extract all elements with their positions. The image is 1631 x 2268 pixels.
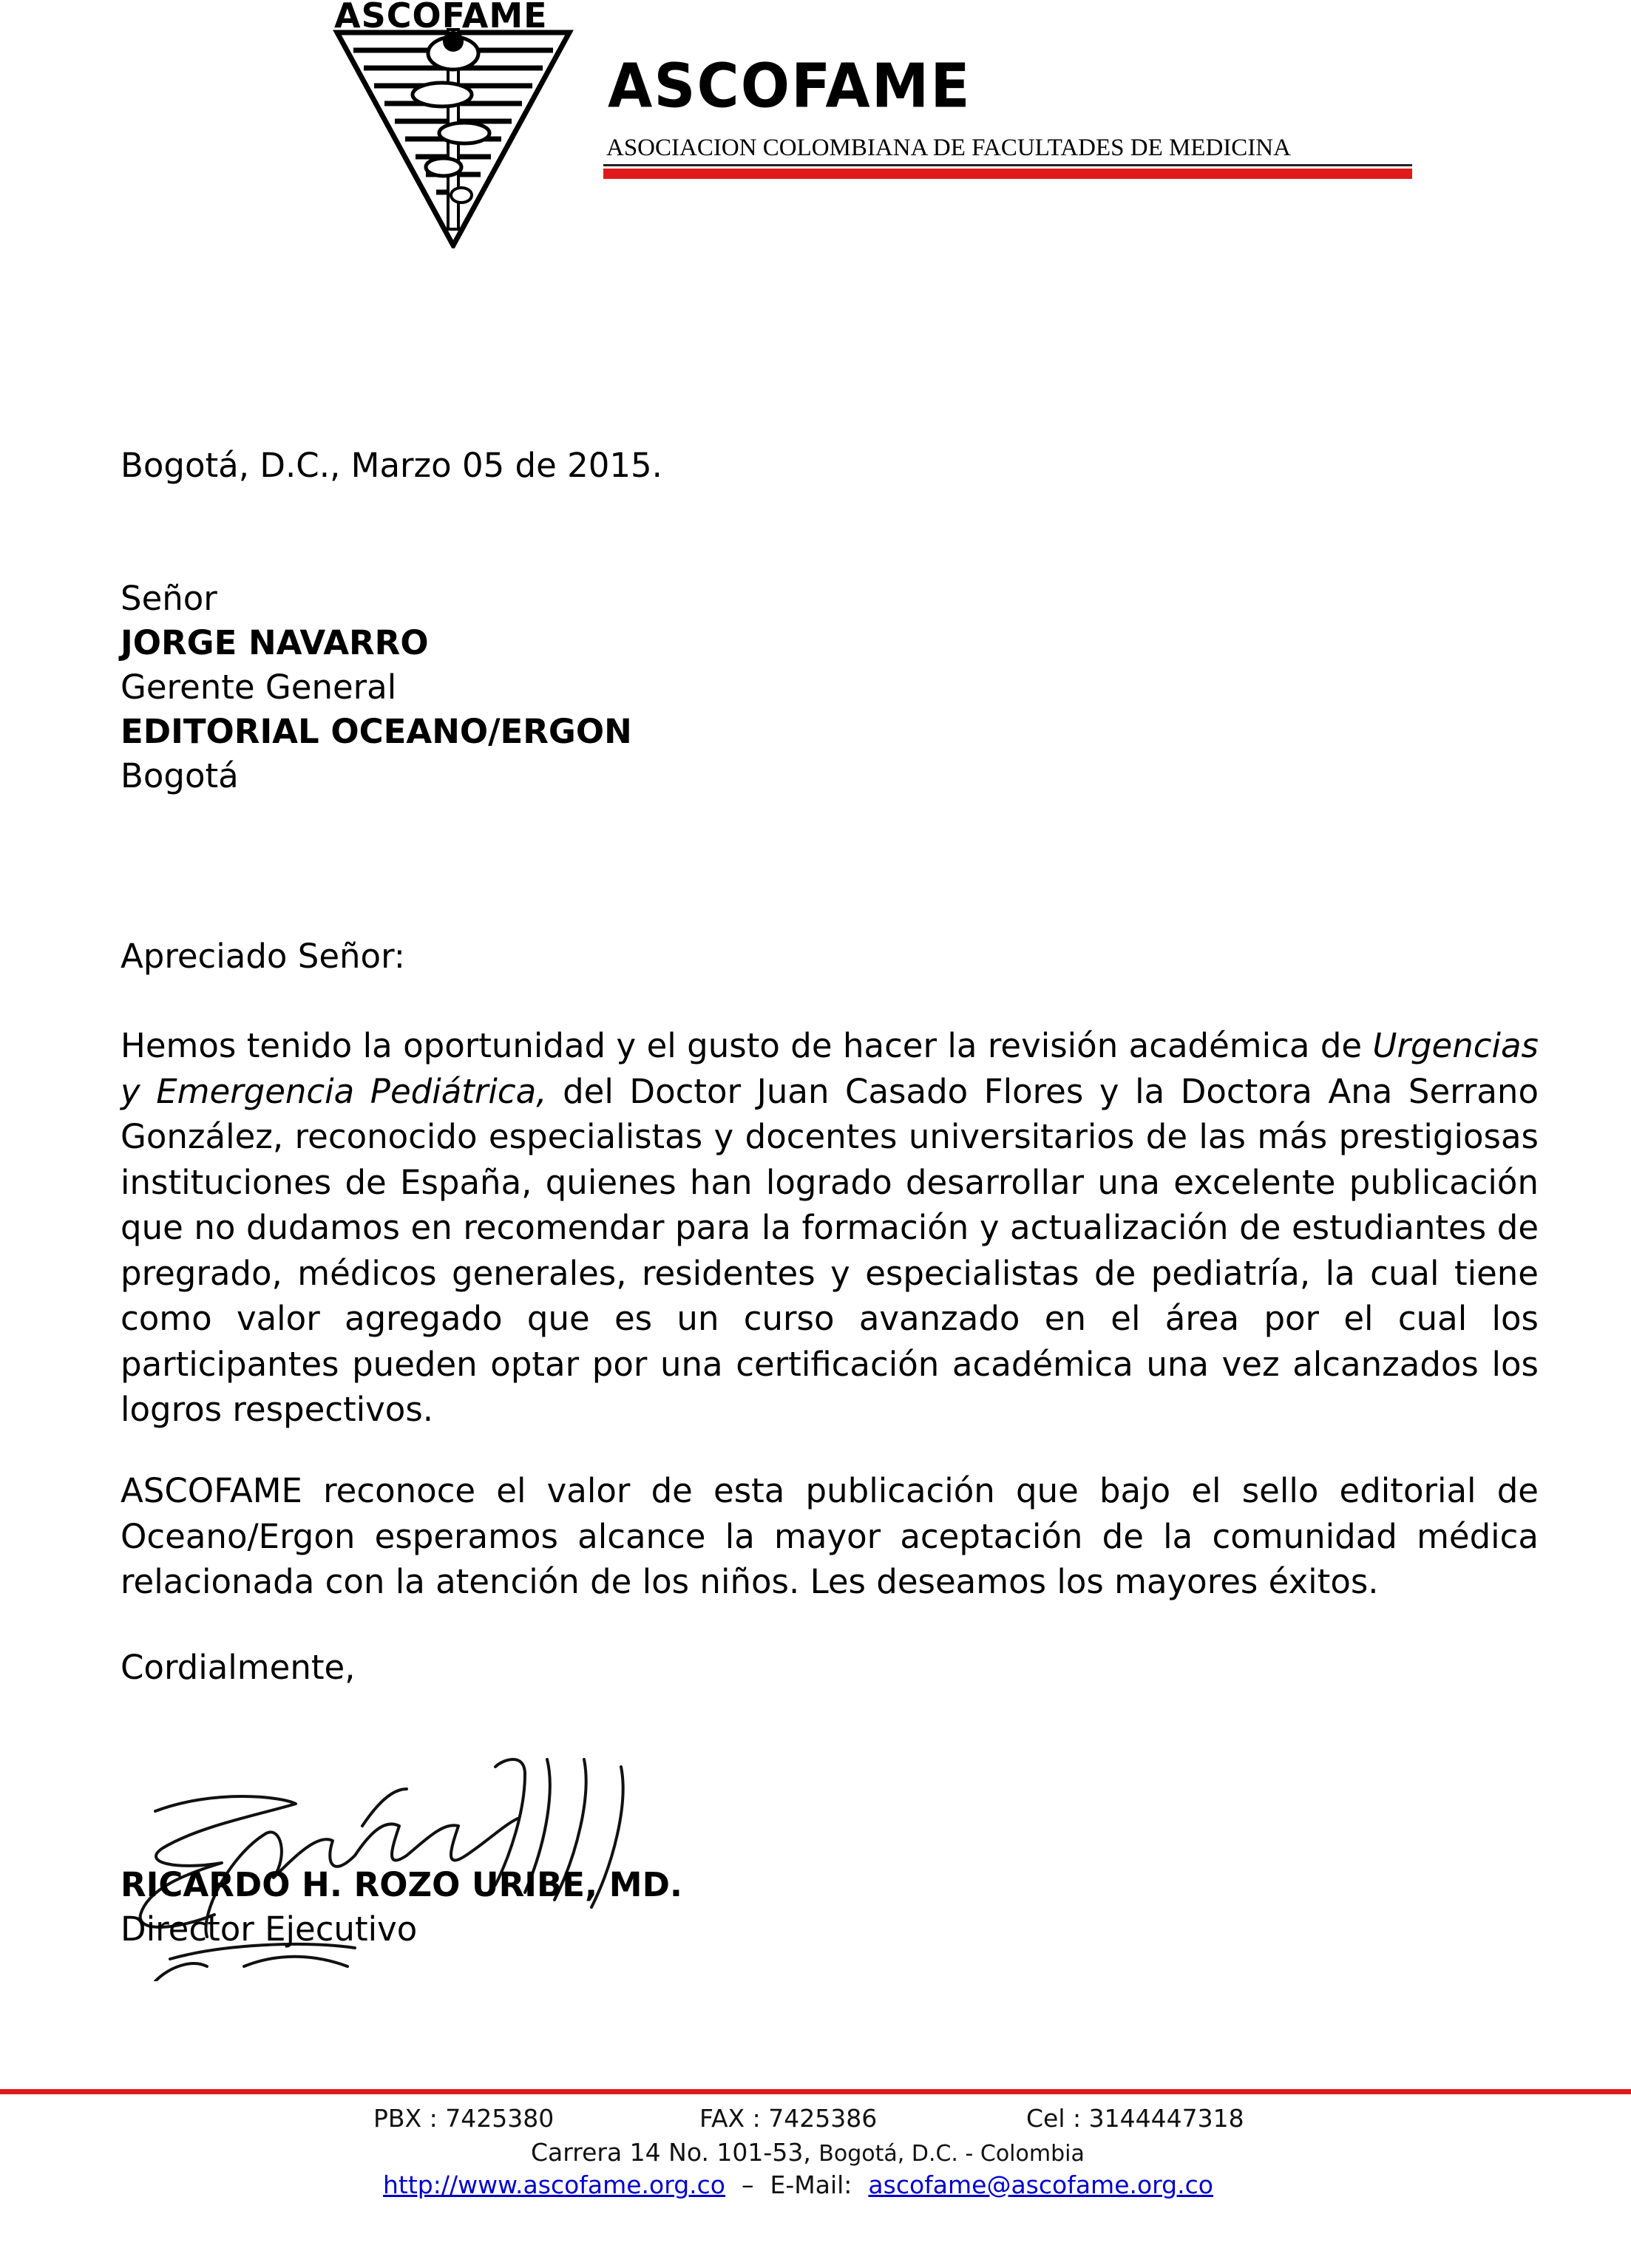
footer-fax: FAX : 7425386 [699, 2104, 878, 2133]
logo-small-text: ASCOFAME [334, 0, 548, 35]
signer-name: RICARDO H. ROZO URIBE, MD. [121, 1865, 683, 1904]
brand-name: ASCOFAME [608, 51, 972, 122]
recipient-city: Bogotá [121, 756, 239, 795]
letter-closing: Cordialmente, [121, 1648, 356, 1687]
footer-divider-red [0, 2089, 1631, 2094]
footer-cel: Cel : 3144447318 [1026, 2104, 1244, 2133]
footer-separator: – [742, 2170, 754, 2199]
letter-paragraph-2: ASCOFAME reconoce el valor de esta publicación que bajo el sello editorial de Oceano/Ergon esperamos alcance la mayor aceptación de la comunidad médica relacionada con la atención de los niños. Les deseamos los mayores éxitos. [121, 1471, 1539, 1601]
footer-contact-line [383, 2170, 1213, 2199]
brand-subtitle: ASOCIACION COLOMBIANA DE FACULTADES DE MEDICINA [606, 135, 1291, 161]
book-title: Urgencias y Emergencia Pediátrica, [121, 1026, 1539, 1111]
footer-address-city: Bogotá, D.C. - Colombia [818, 2141, 1085, 2167]
footer-address-street: Carrera 14 No. 101-53, [531, 2138, 819, 2167]
website-link[interactable]: http://www.ascofame.org.co [383, 2170, 725, 2199]
email-link[interactable]: ascofame@ascofame.org.co [868, 2170, 1213, 2199]
paragraph-1-body: del Doctor Juan Casado Flores y la Doctora Ana Serrano González, reconocido especialistas y docentes universitarios de las más prestigiosas instituciones de España, quienes han logrado desarrollar una excelente publicación que no dudamos en recomendar para la formación y actualización de estudiantes de pregrado, médicos generales, residentes y especialistas de pediatría, la cual tiene como valor agregado que es un curso avanzado en el área por el cual los participantes pueden optar por una certificación académica una vez alcanzados los logros respectivos. [121, 1071, 1539, 1429]
recipient-name: JORGE NAVARRO [121, 623, 429, 662]
signer-title: Director Ejecutivo [121, 1909, 418, 1949]
header-divider-red [603, 169, 1412, 179]
paragraph-1-intro: Hemos tenido la oportunidad y el gusto de hacer la revisión académica de [121, 1026, 1373, 1065]
letter-paragraph-1 [121, 1023, 1539, 1433]
recipient-position: Gerente General [121, 668, 397, 707]
recipient-salutation-title: Señor [121, 579, 217, 618]
footer-address [531, 2138, 1085, 2167]
recipient-company: EDITORIAL OCEANO/ERGON [121, 712, 632, 751]
letter-greeting: Apreciado Señor: [121, 937, 405, 976]
footer-pbx: PBX : 7425380 [373, 2104, 555, 2133]
email-label: E-Mail: [770, 2170, 852, 2199]
ascofame-logo-emblem [331, 0, 575, 248]
letter-date: Bogotá, D.C., Marzo 05 de 2015. [121, 446, 662, 485]
header-divider-thin [603, 164, 1412, 166]
